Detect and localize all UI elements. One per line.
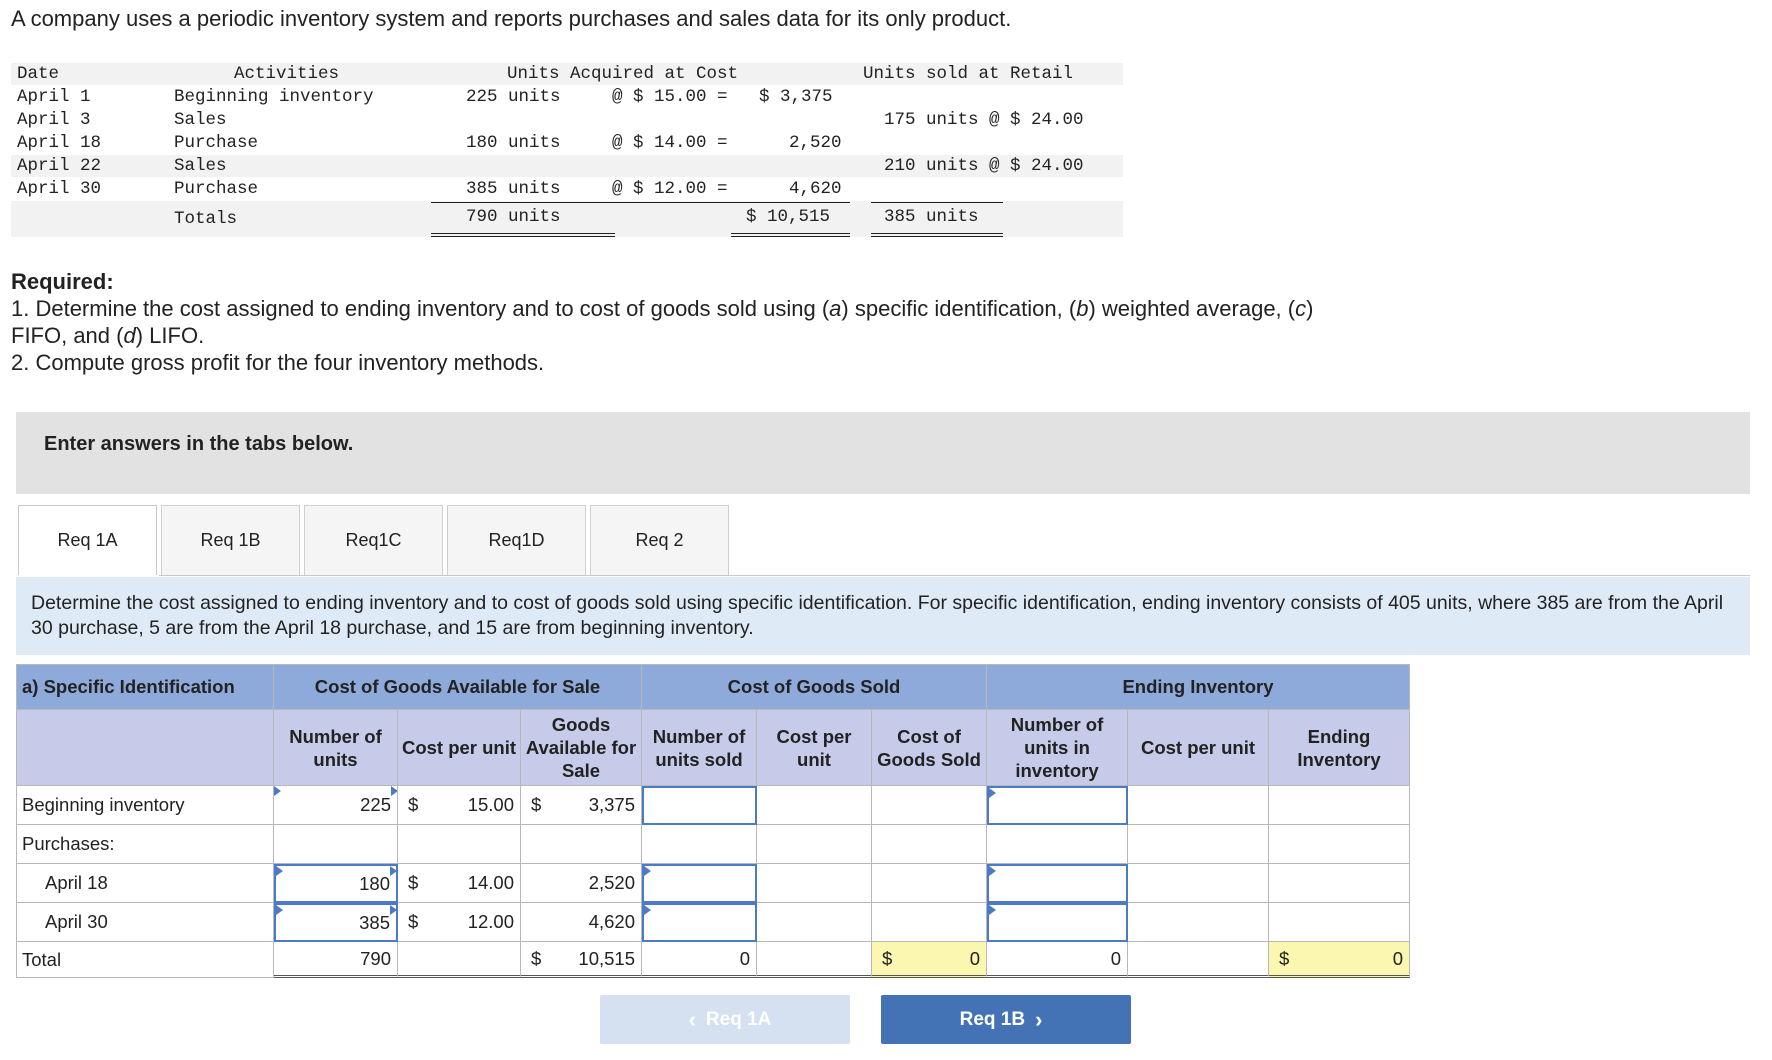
totals-cost: $ 10,515	[746, 207, 831, 227]
required-heading: Required:	[11, 269, 114, 294]
next-tab-button[interactable]: Req 1B ›	[881, 995, 1131, 1044]
grid-label-header	[16, 710, 274, 786]
april18-inv-cost	[1128, 864, 1269, 903]
header-activities: Activities	[234, 64, 340, 84]
total-cogs: $ 0	[872, 942, 987, 978]
instruction-box	[16, 577, 1750, 655]
required-item-2: 2. Compute gross profit for the four inventory methods.	[11, 350, 545, 375]
row-activity: Sales	[174, 156, 227, 176]
april18-cogs-cost	[757, 864, 872, 903]
row-date: April 1	[17, 87, 91, 107]
header-units-sold: Units sold at Retail	[863, 64, 1074, 84]
header-date: Date	[17, 64, 60, 84]
col-cogs-cost-per-unit: Cost per unit	[757, 710, 872, 786]
col-goods-available: Goods Available for Sale	[521, 710, 642, 786]
required-section: Required: 1. Determine the cost assigned to ending inventory and to cost of goods sold using (a) specific identification, (b) weighted average, (c) FIFO, and (d) LIFO. 2. Compute gross profit for the four inventory methods.	[11, 269, 1314, 375]
row-at-cost: @ $ 15.00 =	[612, 87, 728, 107]
april30-units-sold-input[interactable]	[642, 903, 757, 942]
col-number-units: Number of units	[274, 710, 398, 786]
april18-units[interactable]: 180	[274, 864, 398, 903]
chevron-left-icon: ‹	[688, 1006, 696, 1032]
group-ending-inventory: Ending Inventory	[987, 664, 1410, 710]
beginning-cogs	[872, 786, 987, 825]
instruction-text: Determine the cost assigned to ending inventory and to cost of goods sold using specific identification. For specific identification, ending inventory consists of 405 units, where 385 are from the April 30 purchase, 5 are from the April 18 purchase, and 15 are from beginning inventory.	[31, 592, 1724, 639]
april30-cogs	[872, 903, 987, 942]
col-cost-of-goods-sold: Cost of Goods Sold	[872, 710, 987, 786]
row-date: April 30	[17, 179, 102, 199]
row-cost: 4,620	[789, 179, 842, 199]
row-activity: Purchase	[174, 179, 259, 199]
april30-ending-inv	[1269, 903, 1410, 942]
april30-goods-available: 4,620	[521, 903, 642, 942]
row-activity: Beginning inventory	[174, 87, 374, 107]
tab-req-1d[interactable]: Req1D	[447, 505, 586, 575]
april18-units-inventory-input[interactable]	[987, 864, 1128, 903]
total-units-inventory: 0	[987, 942, 1128, 978]
totals-label: Totals	[174, 209, 238, 229]
row-date: April 18	[17, 133, 102, 153]
row-cost: 2,520	[789, 133, 842, 153]
col-inv-cost-per-unit: Cost per unit	[1128, 710, 1269, 786]
row-activity: Purchase	[174, 133, 259, 153]
grid-title: a) Specific Identification	[16, 664, 274, 710]
april18-cost-per-unit: $ 14.00	[398, 864, 521, 903]
col-cost-per-unit: Cost per unit	[398, 710, 521, 786]
header-units-acquired: Units Acquired at Cost	[507, 64, 739, 84]
total-units: 790	[274, 942, 398, 978]
row-cost: $ 3,375	[759, 87, 833, 107]
enter-answers-banner: Enter answers in the tabs below.	[16, 412, 1750, 494]
tab-req-2[interactable]: Req 2	[590, 505, 729, 575]
row-sold: 210 units @ $ 24.00	[884, 156, 1084, 176]
beginning-units: 225	[274, 786, 398, 825]
total-goods-available: $ 10,515	[521, 942, 642, 978]
beginning-ending-inv	[1269, 786, 1410, 825]
april18-cogs	[872, 864, 987, 903]
total-ending-inventory: $ 0	[1269, 942, 1410, 978]
beginning-units-inventory-input[interactable]	[987, 786, 1128, 825]
april30-units-inventory-input[interactable]	[987, 903, 1128, 942]
tab-req-1c[interactable]: Req1C	[304, 505, 443, 575]
row-date: April 22	[17, 156, 102, 176]
row-label-purchases: Purchases:	[16, 825, 274, 864]
row-sold: 175 units @ $ 24.00	[884, 110, 1084, 130]
row-activity: Sales	[174, 110, 227, 130]
april30-units[interactable]: 385	[274, 903, 398, 942]
beginning-goods-available: $ 3,375	[521, 786, 642, 825]
purchase-sales-table	[11, 61, 1123, 241]
april30-inv-cost	[1128, 903, 1269, 942]
row-units: 180 units	[466, 133, 561, 153]
april30-cost-per-unit: $ 12.00	[398, 903, 521, 942]
row-at-cost: @ $ 12.00 =	[612, 179, 728, 199]
row-date: April 3	[17, 110, 91, 130]
prev-tab-button[interactable]: ‹ Req 1A	[600, 995, 850, 1044]
problem-intro: A company uses a periodic inventory system and reports purchases and sales data for its only product.	[11, 6, 1012, 31]
beginning-inv-cost	[1128, 786, 1269, 825]
total-units-sold: 0	[642, 942, 757, 978]
tab-req-1b[interactable]: Req 1B	[161, 505, 300, 575]
april30-cogs-cost	[757, 903, 872, 942]
beginning-units-sold-input[interactable]	[642, 786, 757, 825]
april18-ending-inv	[1269, 864, 1410, 903]
row-units: 225 units	[466, 87, 561, 107]
row-label-total: Total	[16, 942, 274, 978]
row-label-april-30: April 30	[16, 903, 274, 942]
row-units: 385 units	[466, 179, 561, 199]
totals-units: 790 units	[466, 207, 561, 227]
chevron-right-icon: ›	[1035, 1006, 1043, 1032]
totals-sold: 385 units	[884, 207, 979, 227]
col-ending-inventory: Ending Inventory	[1269, 710, 1410, 786]
row-at-cost: @ $ 14.00 =	[612, 133, 728, 153]
col-units-sold: Number of units sold	[642, 710, 757, 786]
group-goods-available: Cost of Goods Available for Sale	[274, 664, 642, 710]
col-units-in-inventory: Number of units in inventory	[987, 710, 1128, 786]
tab-req-1a[interactable]: Req 1A	[18, 505, 157, 575]
row-label-april-18: April 18	[16, 864, 274, 903]
group-cogs: Cost of Goods Sold	[642, 664, 987, 710]
beginning-cogs-cost	[757, 786, 872, 825]
row-label-beginning: Beginning inventory	[16, 786, 274, 825]
beginning-cost-per-unit: $ 15.00	[398, 786, 521, 825]
april18-units-sold-input[interactable]	[642, 864, 757, 903]
april18-goods-available: 2,520	[521, 864, 642, 903]
